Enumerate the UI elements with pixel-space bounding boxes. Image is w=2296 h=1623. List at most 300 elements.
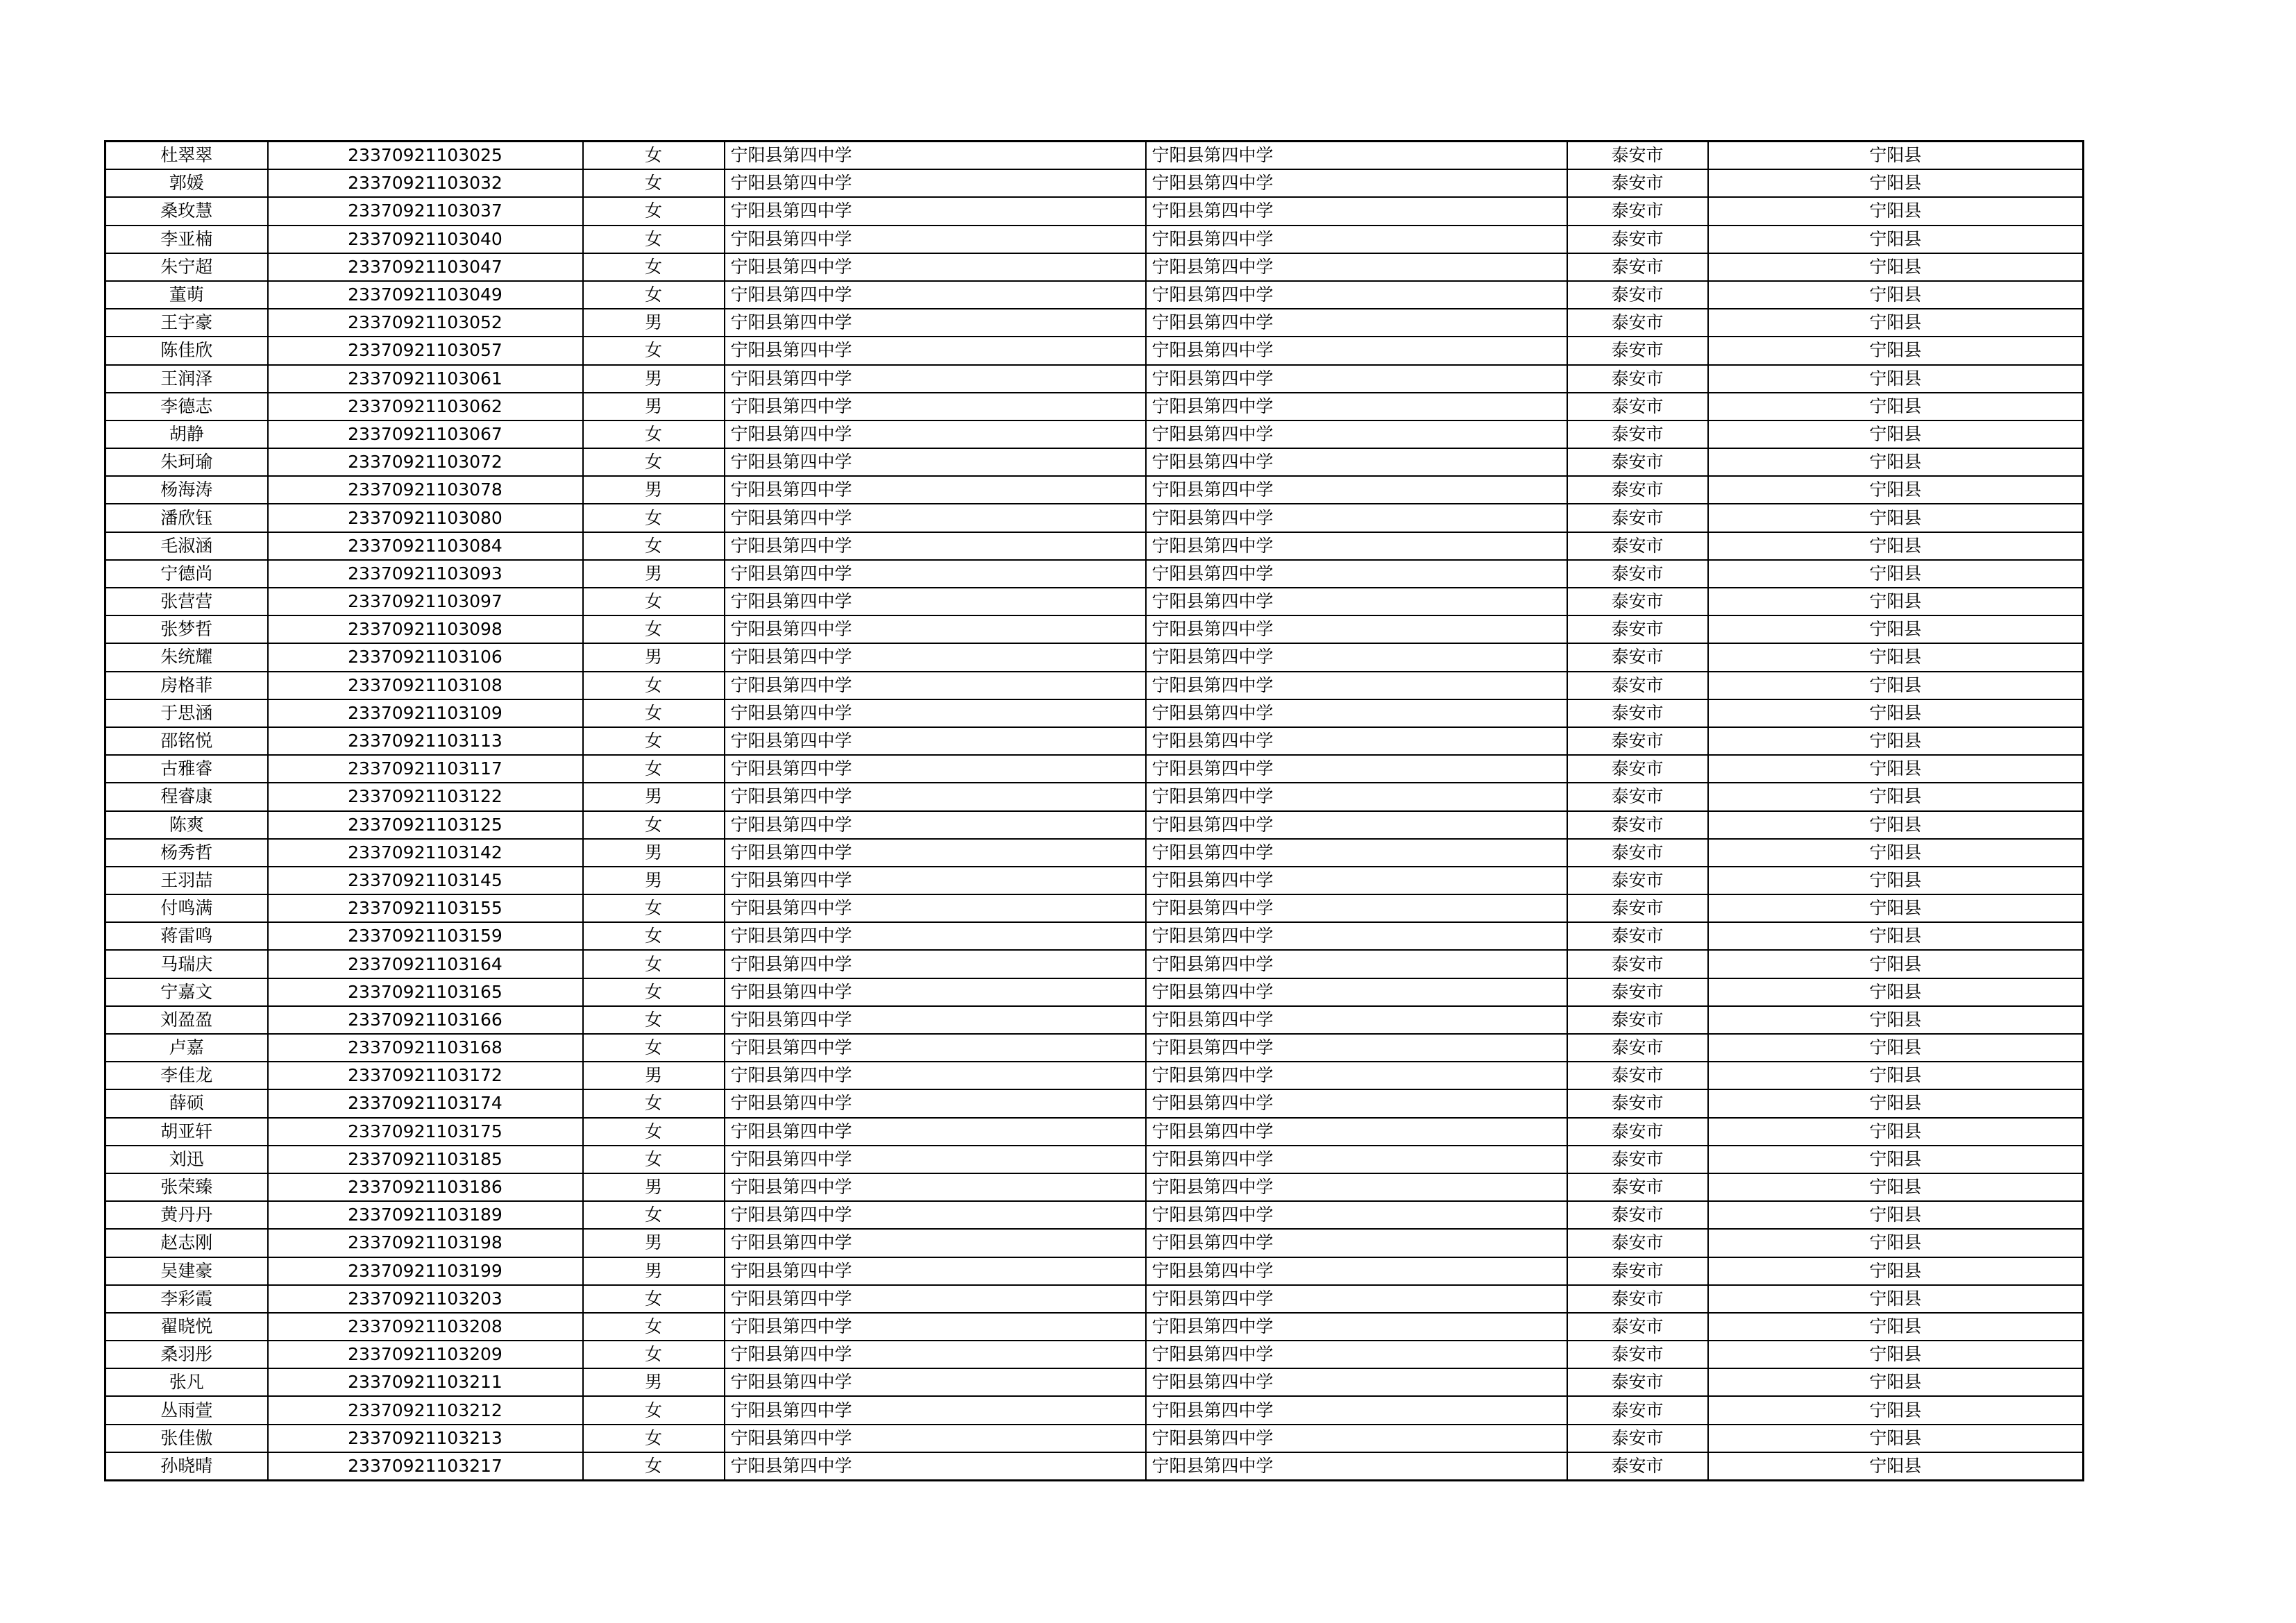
table-row bbox=[105, 532, 2084, 560]
table-row bbox=[105, 672, 2084, 699]
table-row bbox=[105, 197, 2084, 225]
gender-cell: 女 bbox=[583, 1146, 725, 1173]
unit-cell: 宁阳县第四中学 bbox=[1146, 476, 1567, 504]
student-name-cell: 刘迅 bbox=[105, 1146, 268, 1173]
county-cell: 宁阳县 bbox=[1708, 783, 2084, 810]
gender-cell: 女 bbox=[583, 281, 725, 309]
unit-cell: 宁阳县第四中学 bbox=[1146, 309, 1567, 337]
student-name-cell: 黄丹丹 bbox=[105, 1201, 268, 1229]
student-name-cell: 翟晓悦 bbox=[105, 1313, 268, 1341]
student-name-cell: 张荣臻 bbox=[105, 1173, 268, 1201]
student-name-cell: 古雅睿 bbox=[105, 755, 268, 783]
gender-cell: 女 bbox=[583, 1396, 725, 1424]
table-row bbox=[105, 1006, 2084, 1034]
school-cell: 宁阳县第四中学 bbox=[725, 532, 1146, 560]
unit-cell: 宁阳县第四中学 bbox=[1146, 1034, 1567, 1062]
city-cell: 泰安市 bbox=[1567, 504, 1708, 532]
exam-id-cell: 23370921103209 bbox=[268, 1341, 583, 1368]
county-cell: 宁阳县 bbox=[1708, 922, 2084, 950]
gender-cell: 男 bbox=[583, 1229, 725, 1257]
student-name-cell: 宁嘉文 bbox=[105, 978, 268, 1006]
gender-cell: 女 bbox=[583, 197, 725, 225]
city-cell: 泰安市 bbox=[1567, 1313, 1708, 1341]
student-name-cell: 董萌 bbox=[105, 281, 268, 309]
unit-cell: 宁阳县第四中学 bbox=[1146, 253, 1567, 281]
gender-cell: 女 bbox=[583, 1313, 725, 1341]
school-cell: 宁阳县第四中学 bbox=[725, 365, 1146, 393]
student-name-cell: 王润泽 bbox=[105, 365, 268, 393]
city-cell: 泰安市 bbox=[1567, 643, 1708, 671]
school-cell: 宁阳县第四中学 bbox=[725, 1452, 1146, 1481]
exam-id-cell: 23370921103186 bbox=[268, 1173, 583, 1201]
table-row bbox=[105, 1313, 2084, 1341]
county-cell: 宁阳县 bbox=[1708, 420, 2084, 448]
table-row bbox=[105, 448, 2084, 476]
unit-cell: 宁阳县第四中学 bbox=[1146, 1146, 1567, 1173]
school-cell: 宁阳县第四中学 bbox=[725, 337, 1146, 364]
table-row bbox=[105, 309, 2084, 337]
school-cell: 宁阳县第四中学 bbox=[725, 253, 1146, 281]
unit-cell: 宁阳县第四中学 bbox=[1146, 950, 1567, 978]
table-row bbox=[105, 365, 2084, 393]
table-row bbox=[105, 950, 2084, 978]
student-name-cell: 宁德尚 bbox=[105, 560, 268, 588]
student-name-cell: 胡静 bbox=[105, 420, 268, 448]
unit-cell: 宁阳县第四中学 bbox=[1146, 226, 1567, 253]
unit-cell: 宁阳县第四中学 bbox=[1146, 1368, 1567, 1396]
gender-cell: 女 bbox=[583, 420, 725, 448]
gender-cell: 男 bbox=[583, 1368, 725, 1396]
city-cell: 泰安市 bbox=[1567, 309, 1708, 337]
student-name-cell: 马瑞庆 bbox=[105, 950, 268, 978]
table-row bbox=[105, 615, 2084, 643]
student-name-cell: 毛淑涵 bbox=[105, 532, 268, 560]
student-name-cell: 孙晓晴 bbox=[105, 1452, 268, 1481]
city-cell: 泰安市 bbox=[1567, 1146, 1708, 1173]
gender-cell: 女 bbox=[583, 337, 725, 364]
exam-id-cell: 23370921103108 bbox=[268, 672, 583, 699]
city-cell: 泰安市 bbox=[1567, 672, 1708, 699]
school-cell: 宁阳县第四中学 bbox=[725, 281, 1146, 309]
city-cell: 泰安市 bbox=[1567, 1173, 1708, 1201]
county-cell: 宁阳县 bbox=[1708, 1201, 2084, 1229]
county-cell: 宁阳县 bbox=[1708, 1368, 2084, 1396]
county-cell: 宁阳县 bbox=[1708, 1229, 2084, 1257]
exam-id-cell: 23370921103199 bbox=[268, 1257, 583, 1285]
student-name-cell: 邵铭悦 bbox=[105, 727, 268, 755]
student-name-cell: 陈佳欣 bbox=[105, 337, 268, 364]
student-name-cell: 桑玫慧 bbox=[105, 197, 268, 225]
city-cell: 泰安市 bbox=[1567, 226, 1708, 253]
exam-id-cell: 23370921103049 bbox=[268, 281, 583, 309]
county-cell: 宁阳县 bbox=[1708, 672, 2084, 699]
exam-id-cell: 23370921103117 bbox=[268, 755, 583, 783]
table-row bbox=[105, 1425, 2084, 1452]
student-name-cell: 杨秀哲 bbox=[105, 839, 268, 867]
city-cell: 泰安市 bbox=[1567, 867, 1708, 894]
city-cell: 泰安市 bbox=[1567, 588, 1708, 615]
city-cell: 泰安市 bbox=[1567, 894, 1708, 922]
table-row bbox=[105, 476, 2084, 504]
unit-cell: 宁阳县第四中学 bbox=[1146, 1425, 1567, 1452]
school-cell: 宁阳县第四中学 bbox=[725, 142, 1146, 170]
school-cell: 宁阳县第四中学 bbox=[725, 672, 1146, 699]
table-row bbox=[105, 1285, 2084, 1313]
gender-cell: 男 bbox=[583, 1173, 725, 1201]
gender-cell: 女 bbox=[583, 532, 725, 560]
county-cell: 宁阳县 bbox=[1708, 894, 2084, 922]
school-cell: 宁阳县第四中学 bbox=[725, 978, 1146, 1006]
unit-cell: 宁阳县第四中学 bbox=[1146, 811, 1567, 839]
unit-cell: 宁阳县第四中学 bbox=[1146, 1089, 1567, 1117]
table-row bbox=[105, 978, 2084, 1006]
school-cell: 宁阳县第四中学 bbox=[725, 1006, 1146, 1034]
unit-cell: 宁阳县第四中学 bbox=[1146, 922, 1567, 950]
gender-cell: 女 bbox=[583, 226, 725, 253]
unit-cell: 宁阳县第四中学 bbox=[1146, 1006, 1567, 1034]
table-row bbox=[105, 755, 2084, 783]
unit-cell: 宁阳县第四中学 bbox=[1146, 615, 1567, 643]
school-cell: 宁阳县第四中学 bbox=[725, 420, 1146, 448]
school-cell: 宁阳县第四中学 bbox=[725, 755, 1146, 783]
city-cell: 泰安市 bbox=[1567, 1089, 1708, 1117]
county-cell: 宁阳县 bbox=[1708, 1285, 2084, 1313]
unit-cell: 宁阳县第四中学 bbox=[1146, 504, 1567, 532]
exam-id-cell: 23370921103078 bbox=[268, 476, 583, 504]
city-cell: 泰安市 bbox=[1567, 783, 1708, 810]
table-row bbox=[105, 811, 2084, 839]
student-name-cell: 程睿康 bbox=[105, 783, 268, 810]
school-cell: 宁阳县第四中学 bbox=[725, 839, 1146, 867]
gender-cell: 女 bbox=[583, 253, 725, 281]
gender-cell: 女 bbox=[583, 894, 725, 922]
school-cell: 宁阳县第四中学 bbox=[725, 1089, 1146, 1117]
table-row bbox=[105, 1452, 2084, 1481]
exam-id-cell: 23370921103198 bbox=[268, 1229, 583, 1257]
city-cell: 泰安市 bbox=[1567, 1118, 1708, 1146]
county-cell: 宁阳县 bbox=[1708, 867, 2084, 894]
exam-id-cell: 23370921103052 bbox=[268, 309, 583, 337]
city-cell: 泰安市 bbox=[1567, 755, 1708, 783]
unit-cell: 宁阳县第四中学 bbox=[1146, 420, 1567, 448]
unit-cell: 宁阳县第四中学 bbox=[1146, 281, 1567, 309]
gender-cell: 女 bbox=[583, 169, 725, 197]
table-row bbox=[105, 727, 2084, 755]
gender-cell: 女 bbox=[583, 727, 725, 755]
county-cell: 宁阳县 bbox=[1708, 1118, 2084, 1146]
city-cell: 泰安市 bbox=[1567, 253, 1708, 281]
unit-cell: 宁阳县第四中学 bbox=[1146, 588, 1567, 615]
gender-cell: 女 bbox=[583, 755, 725, 783]
unit-cell: 宁阳县第四中学 bbox=[1146, 1341, 1567, 1368]
table-row bbox=[105, 420, 2084, 448]
table-row bbox=[105, 1146, 2084, 1173]
county-cell: 宁阳县 bbox=[1708, 811, 2084, 839]
city-cell: 泰安市 bbox=[1567, 420, 1708, 448]
county-cell: 宁阳县 bbox=[1708, 1452, 2084, 1481]
exam-id-cell: 23370921103175 bbox=[268, 1118, 583, 1146]
city-cell: 泰安市 bbox=[1567, 1452, 1708, 1481]
student-name-cell: 于思涵 bbox=[105, 699, 268, 727]
city-cell: 泰安市 bbox=[1567, 448, 1708, 476]
exam-id-cell: 23370921103142 bbox=[268, 839, 583, 867]
city-cell: 泰安市 bbox=[1567, 1006, 1708, 1034]
school-cell: 宁阳县第四中学 bbox=[725, 588, 1146, 615]
exam-id-cell: 23370921103168 bbox=[268, 1034, 583, 1062]
exam-id-cell: 23370921103145 bbox=[268, 867, 583, 894]
table-row bbox=[105, 1201, 2084, 1229]
unit-cell: 宁阳县第四中学 bbox=[1146, 867, 1567, 894]
unit-cell: 宁阳县第四中学 bbox=[1146, 643, 1567, 671]
gender-cell: 男 bbox=[583, 365, 725, 393]
table-row bbox=[105, 504, 2084, 532]
exam-id-cell: 23370921103113 bbox=[268, 727, 583, 755]
city-cell: 泰安市 bbox=[1567, 922, 1708, 950]
unit-cell: 宁阳县第四中学 bbox=[1146, 337, 1567, 364]
student-name-cell: 李德志 bbox=[105, 393, 268, 420]
city-cell: 泰安市 bbox=[1567, 727, 1708, 755]
gender-cell: 男 bbox=[583, 643, 725, 671]
student-name-cell: 张梦哲 bbox=[105, 615, 268, 643]
city-cell: 泰安市 bbox=[1567, 560, 1708, 588]
student-name-cell: 刘盈盈 bbox=[105, 1006, 268, 1034]
school-cell: 宁阳县第四中学 bbox=[725, 169, 1146, 197]
exam-id-cell: 23370921103084 bbox=[268, 532, 583, 560]
county-cell: 宁阳县 bbox=[1708, 197, 2084, 225]
table-row bbox=[105, 281, 2084, 309]
gender-cell: 女 bbox=[583, 448, 725, 476]
city-cell: 泰安市 bbox=[1567, 978, 1708, 1006]
exam-id-cell: 23370921103164 bbox=[268, 950, 583, 978]
gender-cell: 女 bbox=[583, 811, 725, 839]
unit-cell: 宁阳县第四中学 bbox=[1146, 755, 1567, 783]
county-cell: 宁阳县 bbox=[1708, 169, 2084, 197]
school-cell: 宁阳县第四中学 bbox=[725, 1285, 1146, 1313]
county-cell: 宁阳县 bbox=[1708, 1089, 2084, 1117]
student-name-cell: 蒋雷鸣 bbox=[105, 922, 268, 950]
exam-id-cell: 23370921103072 bbox=[268, 448, 583, 476]
gender-cell: 女 bbox=[583, 950, 725, 978]
gender-cell: 男 bbox=[583, 1062, 725, 1089]
school-cell: 宁阳县第四中学 bbox=[725, 1368, 1146, 1396]
table-row bbox=[105, 699, 2084, 727]
gender-cell: 男 bbox=[583, 1257, 725, 1285]
school-cell: 宁阳县第四中学 bbox=[725, 783, 1146, 810]
school-cell: 宁阳县第四中学 bbox=[725, 615, 1146, 643]
county-cell: 宁阳县 bbox=[1708, 1146, 2084, 1173]
student-name-cell: 王羽喆 bbox=[105, 867, 268, 894]
county-cell: 宁阳县 bbox=[1708, 226, 2084, 253]
school-cell: 宁阳县第四中学 bbox=[725, 727, 1146, 755]
exam-id-cell: 23370921103165 bbox=[268, 978, 583, 1006]
table-row bbox=[105, 1118, 2084, 1146]
county-cell: 宁阳县 bbox=[1708, 504, 2084, 532]
exam-id-cell: 23370921103211 bbox=[268, 1368, 583, 1396]
exam-id-cell: 23370921103189 bbox=[268, 1201, 583, 1229]
school-cell: 宁阳县第四中学 bbox=[725, 1425, 1146, 1452]
student-name-cell: 朱统耀 bbox=[105, 643, 268, 671]
table-row bbox=[105, 253, 2084, 281]
city-cell: 泰安市 bbox=[1567, 811, 1708, 839]
table-row bbox=[105, 783, 2084, 810]
gender-cell: 女 bbox=[583, 588, 725, 615]
table-row bbox=[105, 142, 2084, 170]
student-name-cell: 李彩霞 bbox=[105, 1285, 268, 1313]
unit-cell: 宁阳县第四中学 bbox=[1146, 197, 1567, 225]
county-cell: 宁阳县 bbox=[1708, 1313, 2084, 1341]
school-cell: 宁阳县第四中学 bbox=[725, 1201, 1146, 1229]
unit-cell: 宁阳县第四中学 bbox=[1146, 1201, 1567, 1229]
county-cell: 宁阳县 bbox=[1708, 588, 2084, 615]
county-cell: 宁阳县 bbox=[1708, 1257, 2084, 1285]
exam-id-cell: 23370921103106 bbox=[268, 643, 583, 671]
table-row bbox=[105, 922, 2084, 950]
county-cell: 宁阳县 bbox=[1708, 281, 2084, 309]
school-cell: 宁阳县第四中学 bbox=[725, 1341, 1146, 1368]
school-cell: 宁阳县第四中学 bbox=[725, 643, 1146, 671]
gender-cell: 女 bbox=[583, 615, 725, 643]
gender-cell: 女 bbox=[583, 1034, 725, 1062]
county-cell: 宁阳县 bbox=[1708, 476, 2084, 504]
city-cell: 泰安市 bbox=[1567, 142, 1708, 170]
student-name-cell: 杜翠翠 bbox=[105, 142, 268, 170]
school-cell: 宁阳县第四中学 bbox=[725, 1173, 1146, 1201]
city-cell: 泰安市 bbox=[1567, 1229, 1708, 1257]
gender-cell: 男 bbox=[583, 783, 725, 810]
city-cell: 泰安市 bbox=[1567, 1062, 1708, 1089]
unit-cell: 宁阳县第四中学 bbox=[1146, 560, 1567, 588]
county-cell: 宁阳县 bbox=[1708, 1425, 2084, 1452]
county-cell: 宁阳县 bbox=[1708, 532, 2084, 560]
school-cell: 宁阳县第四中学 bbox=[725, 1034, 1146, 1062]
exam-id-cell: 23370921103203 bbox=[268, 1285, 583, 1313]
unit-cell: 宁阳县第四中学 bbox=[1146, 169, 1567, 197]
school-cell: 宁阳县第四中学 bbox=[725, 1062, 1146, 1089]
unit-cell: 宁阳县第四中学 bbox=[1146, 1285, 1567, 1313]
student-name-cell: 付鸣满 bbox=[105, 894, 268, 922]
student-name-cell: 李佳龙 bbox=[105, 1062, 268, 1089]
city-cell: 泰安市 bbox=[1567, 1396, 1708, 1424]
student-name-cell: 桑羽彤 bbox=[105, 1341, 268, 1368]
school-cell: 宁阳县第四中学 bbox=[725, 1146, 1146, 1173]
county-cell: 宁阳县 bbox=[1708, 337, 2084, 364]
gender-cell: 女 bbox=[583, 1425, 725, 1452]
city-cell: 泰安市 bbox=[1567, 393, 1708, 420]
county-cell: 宁阳县 bbox=[1708, 365, 2084, 393]
student-name-cell: 赵志刚 bbox=[105, 1229, 268, 1257]
school-cell: 宁阳县第四中学 bbox=[725, 699, 1146, 727]
table-row bbox=[105, 1257, 2084, 1285]
gender-cell: 男 bbox=[583, 867, 725, 894]
unit-cell: 宁阳县第四中学 bbox=[1146, 1229, 1567, 1257]
table-row bbox=[105, 894, 2084, 922]
exam-id-cell: 23370921103212 bbox=[268, 1396, 583, 1424]
unit-cell: 宁阳县第四中学 bbox=[1146, 699, 1567, 727]
school-cell: 宁阳县第四中学 bbox=[725, 1257, 1146, 1285]
county-cell: 宁阳县 bbox=[1708, 615, 2084, 643]
school-cell: 宁阳县第四中学 bbox=[725, 1313, 1146, 1341]
student-name-cell: 张凡 bbox=[105, 1368, 268, 1396]
gender-cell: 女 bbox=[583, 504, 725, 532]
school-cell: 宁阳县第四中学 bbox=[725, 448, 1146, 476]
school-cell: 宁阳县第四中学 bbox=[725, 560, 1146, 588]
exam-id-cell: 23370921103122 bbox=[268, 783, 583, 810]
table-row bbox=[105, 1229, 2084, 1257]
county-cell: 宁阳县 bbox=[1708, 1034, 2084, 1062]
gender-cell: 女 bbox=[583, 699, 725, 727]
school-cell: 宁阳县第四中学 bbox=[725, 894, 1146, 922]
unit-cell: 宁阳县第四中学 bbox=[1146, 142, 1567, 170]
city-cell: 泰安市 bbox=[1567, 1201, 1708, 1229]
unit-cell: 宁阳县第四中学 bbox=[1146, 1313, 1567, 1341]
table-row bbox=[105, 1368, 2084, 1396]
table-row bbox=[105, 1089, 2084, 1117]
student-name-cell: 朱珂瑜 bbox=[105, 448, 268, 476]
county-cell: 宁阳县 bbox=[1708, 1396, 2084, 1424]
student-name-cell: 王宇豪 bbox=[105, 309, 268, 337]
student-name-cell: 李亚楠 bbox=[105, 226, 268, 253]
unit-cell: 宁阳县第四中学 bbox=[1146, 839, 1567, 867]
county-cell: 宁阳县 bbox=[1708, 393, 2084, 420]
exam-id-cell: 23370921103047 bbox=[268, 253, 583, 281]
gender-cell: 女 bbox=[583, 1006, 725, 1034]
exam-id-cell: 23370921103185 bbox=[268, 1146, 583, 1173]
exam-id-cell: 23370921103217 bbox=[268, 1452, 583, 1481]
student-name-cell: 杨海涛 bbox=[105, 476, 268, 504]
city-cell: 泰安市 bbox=[1567, 615, 1708, 643]
school-cell: 宁阳县第四中学 bbox=[725, 504, 1146, 532]
county-cell: 宁阳县 bbox=[1708, 1006, 2084, 1034]
gender-cell: 男 bbox=[583, 839, 725, 867]
table-row bbox=[105, 169, 2084, 197]
gender-cell: 女 bbox=[583, 1452, 725, 1481]
gender-cell: 女 bbox=[583, 1341, 725, 1368]
exam-id-cell: 23370921103166 bbox=[268, 1006, 583, 1034]
gender-cell: 女 bbox=[583, 1201, 725, 1229]
city-cell: 泰安市 bbox=[1567, 365, 1708, 393]
exam-id-cell: 23370921103040 bbox=[268, 226, 583, 253]
table-row bbox=[105, 1173, 2084, 1201]
school-cell: 宁阳县第四中学 bbox=[725, 867, 1146, 894]
school-cell: 宁阳县第四中学 bbox=[725, 309, 1146, 337]
exam-id-cell: 23370921103155 bbox=[268, 894, 583, 922]
county-cell: 宁阳县 bbox=[1708, 448, 2084, 476]
gender-cell: 男 bbox=[583, 393, 725, 420]
city-cell: 泰安市 bbox=[1567, 281, 1708, 309]
roster-body bbox=[105, 142, 2084, 1481]
table-row bbox=[105, 1034, 2084, 1062]
student-roster-table bbox=[104, 140, 2084, 1481]
table-row bbox=[105, 393, 2084, 420]
exam-id-cell: 23370921103057 bbox=[268, 337, 583, 364]
table-row bbox=[105, 1062, 2084, 1089]
county-cell: 宁阳县 bbox=[1708, 1341, 2084, 1368]
county-cell: 宁阳县 bbox=[1708, 1062, 2084, 1089]
unit-cell: 宁阳县第四中学 bbox=[1146, 448, 1567, 476]
school-cell: 宁阳县第四中学 bbox=[725, 197, 1146, 225]
gender-cell: 女 bbox=[583, 1089, 725, 1117]
school-cell: 宁阳县第四中学 bbox=[725, 950, 1146, 978]
exam-id-cell: 23370921103062 bbox=[268, 393, 583, 420]
county-cell: 宁阳县 bbox=[1708, 142, 2084, 170]
gender-cell: 女 bbox=[583, 922, 725, 950]
exam-id-cell: 23370921103093 bbox=[268, 560, 583, 588]
city-cell: 泰安市 bbox=[1567, 1285, 1708, 1313]
city-cell: 泰安市 bbox=[1567, 197, 1708, 225]
city-cell: 泰安市 bbox=[1567, 950, 1708, 978]
student-name-cell: 房格菲 bbox=[105, 672, 268, 699]
school-cell: 宁阳县第四中学 bbox=[725, 476, 1146, 504]
